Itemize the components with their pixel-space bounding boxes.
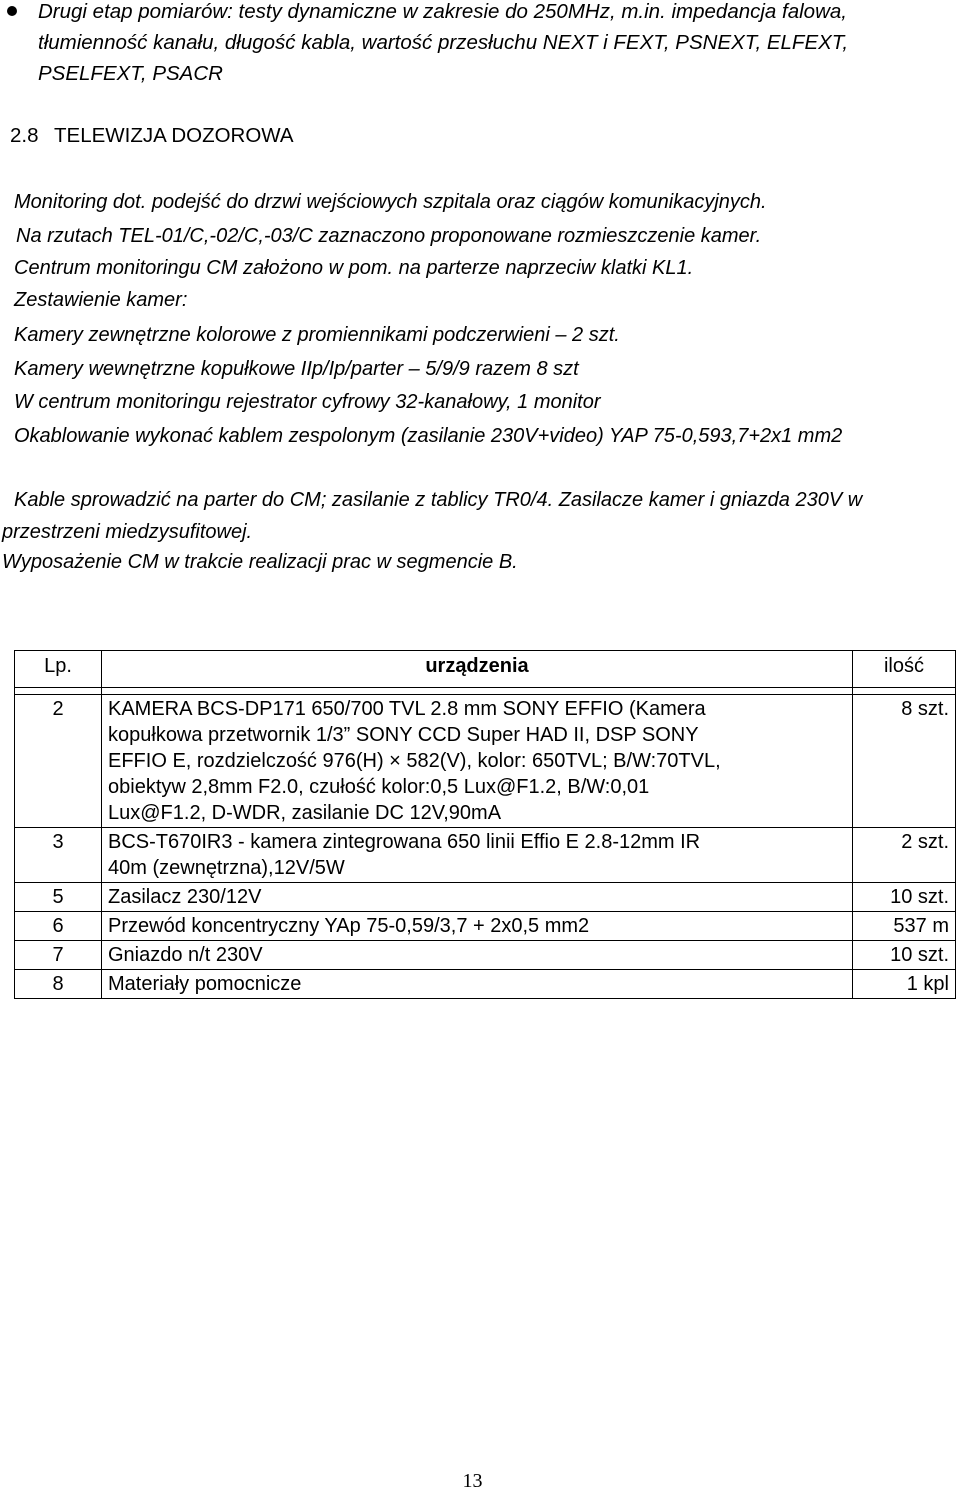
table-row [15, 695, 956, 828]
body-line-center: Centrum monitoringu CM założono w pom. na parterze naprzeciw klatki KL1. [14, 257, 694, 279]
bullet-text: Drugi etap pomiarów: testy dynamiczne w zakresie do 250MHz, m.in. impedancja falowa, tłumienność kanału, długość kabla, wartość przesłuchu NEXT i FEXT, PSNEXT, ELFEXT, PSELFEXT, PSACR [38, 0, 849, 85]
cell-device: Zasilacz 230/12V [102, 883, 853, 912]
body-line-monitoring: Monitoring dot. podejść do drzwi wejściowych szpitala oraz ciągów komunikacyjnych. [14, 191, 767, 213]
table-row [15, 941, 956, 970]
cell-device: Gniazdo n/t 230V [102, 941, 853, 970]
cell-qty: 537 m [853, 912, 956, 941]
body-line-equipment: Wyposażenie CM w trakcie realizacji prac w segmencie B. [2, 551, 518, 573]
body-line-outdoor-cameras: Kamery zewnętrzne kolorowe z promiennikami podczerwieni – 2 szt. [14, 324, 620, 346]
section-title: TELEWIZJA DOZOROWA [54, 124, 294, 147]
cell-lp: 8 [15, 970, 102, 999]
cell-lp: 5 [15, 883, 102, 912]
cell-qty: 10 szt. [853, 883, 956, 912]
table-row [15, 883, 956, 912]
equipment-table [14, 650, 956, 999]
body-line-camera-list-label: Zestawienie kamer: [14, 289, 188, 311]
header-lp: Lp. [15, 651, 102, 688]
cell-qty: 2 szt. [853, 828, 956, 883]
table-spacer-row [15, 688, 956, 695]
cell-lp: 7 [15, 941, 102, 970]
bullet-dot-icon [7, 6, 17, 16]
cell-qty: 8 szt. [853, 695, 956, 828]
header-device: urządzenia [102, 651, 853, 688]
cell-device: Materiały pomocnicze [102, 970, 853, 999]
cell-device: KAMERA BCS-DP171 650/700 TVL 2.8 mm SONY EFFIO (Kamera kopułkowa przetwornik 1/3” SONY CCD Super HAD II, DSP SONY EFFIO E, rozdzielczość 976(H) × 582(V), kolor: 650TVL; B/W:70TVL, obiektyw 2,8mm F2.0, czułość kolor:0,5 Lux@F1.2, B/W:0,01 Lux@F1.2, D-WDR, zasilanie DC 12V,90mA [102, 695, 853, 828]
body-line-recorder: W centrum monitoringu rejestrator cyfrowy 32-kanałowy, 1 monitor [14, 391, 601, 413]
body-line-plans: Na rzutach TEL-01/C,-02/C,-03/C zaznaczono proponowane rozmieszczenie kamer. [16, 225, 762, 247]
cell-device: Przewód koncentryczny YAp 75-0,59/3,7 + 2x0,5 mm2 [102, 912, 853, 941]
cell-qty: 1 kpl [853, 970, 956, 999]
table-header-row [15, 651, 956, 688]
cell-qty: 10 szt. [853, 941, 956, 970]
table-row [15, 970, 956, 999]
body-para-cabling: Okablowanie wykonać kablem zespolonym (zasilanie 230V+video) YAP 75-0,593,7+2x1 mm2 [14, 425, 843, 447]
cell-lp: 3 [15, 828, 102, 883]
section-heading [10, 122, 294, 150]
table-row [15, 828, 956, 883]
page-number: 13 [462, 1470, 483, 1492]
section-number: 2.8 [10, 124, 39, 147]
cell-lp: 6 [15, 912, 102, 941]
table-row [15, 912, 956, 941]
header-qty: ilość [853, 651, 956, 688]
body-line-indoor-cameras: Kamery wewnętrzne kopułkowe IIp/Ip/parter – 5/9/9 razem 8 szt [14, 358, 579, 380]
body-para-cable-routing: Kable sprowadzić na parter do CM; zasilanie z tablicy TR0/4. Zasilacze kamer i gniazda 230V w przestrzeni miedzysufitowej. [2, 489, 863, 543]
cell-device: BCS-T670IR3 - kamera zintegrowana 650 linii Effio E 2.8-12mm IR 40m (zewnętrzna),12V/5W [102, 828, 853, 883]
cell-lp: 2 [15, 695, 102, 828]
